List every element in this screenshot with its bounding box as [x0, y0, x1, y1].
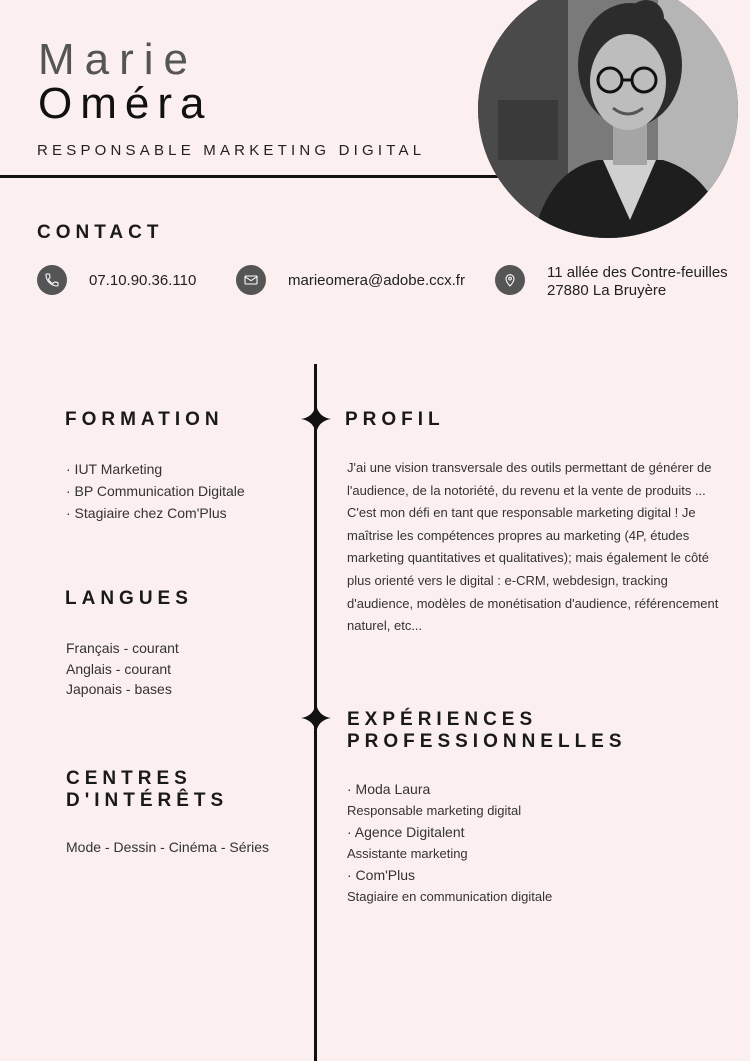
interets-heading	[66, 768, 228, 812]
experiences-heading	[347, 709, 627, 753]
experience-role: Assistante marketing	[347, 846, 468, 861]
contact-heading: CONTACT	[37, 222, 164, 243]
formation-heading: FORMATION	[65, 409, 224, 430]
list-item: Français - courant	[66, 640, 179, 656]
langues-heading: LANGUES	[65, 588, 193, 609]
list-item: Japonais - bases	[66, 681, 172, 697]
phone-icon	[37, 265, 67, 295]
list-item: Anglais - courant	[66, 660, 172, 677]
header-divider	[0, 175, 500, 178]
location-pin-icon	[495, 265, 525, 295]
langues-list	[66, 638, 179, 700]
interets-heading-line-1: CENTRES	[66, 768, 192, 789]
experiences-heading-line-2: PROFESSIONNELLES	[347, 731, 627, 752]
experiences-heading-line-1: EXPÉRIENCES	[347, 709, 538, 730]
address-line-1: 11 allée des Contre-feuilles	[547, 264, 728, 281]
interets-heading-line-2: D'INTÉRÊTS	[66, 790, 229, 811]
last-name: Oméra	[38, 79, 213, 128]
first-name: Marie	[38, 35, 199, 84]
email-icon	[236, 265, 266, 295]
formation-list	[66, 458, 245, 524]
phone-number[interactable]: 07.10.90.36.110	[89, 272, 197, 289]
email-address[interactable]: marieomera@adobe.ccx.fr	[288, 272, 465, 289]
experience-company: · Agence Digitalent	[347, 824, 465, 840]
profile-photo	[478, 0, 738, 238]
experiences-list	[347, 779, 727, 908]
experience-role: Stagiaire en communication digitale	[347, 889, 553, 904]
profil-heading: PROFIL	[345, 409, 445, 430]
job-title: RESPONSABLE MARKETING DIGITAL	[37, 142, 426, 159]
address	[547, 264, 728, 300]
timeline-star-icon	[301, 703, 331, 733]
experience-company: · Moda Laura	[347, 781, 431, 797]
list-item: · Stagiaire chez Com'Plus	[66, 505, 227, 521]
experience-company: · Com'Plus	[347, 867, 416, 883]
interets-text: Mode - Dessin - Cinéma - Séries	[66, 839, 270, 855]
list-item: · IUT Marketing	[66, 461, 163, 477]
address-line-2: 27880 La Bruyère	[547, 282, 667, 299]
portrait-illustration	[478, 0, 738, 238]
list-item: · BP Communication Digitale	[66, 483, 245, 499]
timeline-star-icon	[301, 404, 331, 434]
experience-role: Responsable marketing digital	[347, 803, 522, 818]
profil-text: J'ai une vision transversale des outils permettant de générer de l'audience, de la notoriété, du revenu et la vente de produits ... C'est mon défi en tant que responsable marketing digital ! Je maîtrise les compétences propres au marketing (4P, études marketing quantitatives et qualitatives); mais également le côté plus orienté vers le digital : e-CRM, webdesign, tracking d'audience, modèles de monétisation d'audience, référencement naturel, etc...	[347, 460, 719, 634]
